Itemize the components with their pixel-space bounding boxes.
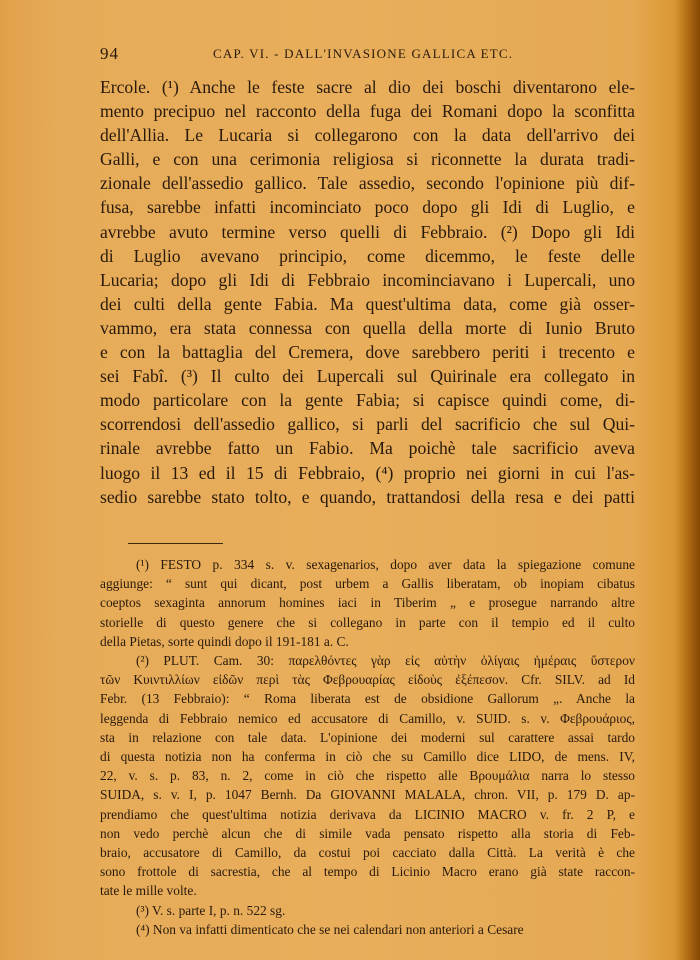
footnote-line: Febr. (13 Febbraio): “ Roma liberata est de obsidione Gallorum „. Anche la (100, 691, 635, 707)
footnote-4 (100, 920, 635, 939)
body-line: e con la battaglia del Cremera, dove sarebbero periti i trecento e (100, 342, 635, 363)
body-line: sei Fabî. (³) Il culto dei Lupercali sul Quirinale era collegato in (100, 366, 635, 387)
footnote-line: braio, accusatore di Camillo, da costui poi cacciato dalla Città. La verità è che (100, 845, 635, 861)
body-line: dei culti della gente Fabia. Ma quest'ultima data, come già osser- (100, 293, 635, 314)
body-line: Lucaria; dopo gli Idi di Febbraio incominciavano i Lupercali, uno (100, 269, 635, 290)
page-edge-shadow (674, 0, 700, 960)
footnote-line: SUIDA, s. v. I, p. 1047 Bernh. Da GIOVANNI MALALA, chron. VII, p. 179 D. ap- (100, 787, 635, 803)
body-line: avrebbe avuto termine verso quelli di Febbraio. (²) Dopo gli Idi (100, 221, 635, 242)
footnote-line: (⁴) Non va infatti dimenticato che se nei calendari non anteriori a Cesare (136, 921, 524, 937)
footnote-line: (¹) FESTO p. 334 s. v. sexagenarios, dopo aver data la spiegazione comune (136, 557, 635, 572)
body-line: mento precipuo nel racconto della fuga dei Romani dopo la sconfitta (100, 101, 635, 122)
footnote-line: leggenda di Febbraio nemico ed accusatore di Camillo, v. SUID. s. v. Φεβρουάριος, (100, 710, 635, 726)
body-line: fusa, sarebbe infatti incominciato poco dopo gli Idi di Luglio, e (100, 197, 635, 218)
footnotes (100, 555, 635, 939)
footnote-line: 22, v. s. p. 83, n. 2, come in ciò che rispetto alle Βρουμάλια narra lo stesso (100, 768, 635, 784)
body-line: scorrendosi dell'assedio gallico, si parli del sacrificio che sul Qui- (100, 414, 635, 435)
footnote-line: tate le mille volte. (100, 883, 197, 899)
running-head: CAP. VI. - DALL'INVASIONE GALLICA ETC. (213, 46, 514, 61)
body-line: luogo il 13 ed il 15 di Febbraio, (⁴) proprio nei giorni in cui l'as- (100, 462, 635, 483)
footnote-line: τῶν Κυιντιλλίων εἰδῶν περὶ τὰς Φεβρουαρίας εἰδοὺς ἐξέπεσον. Cfr. SILV. ad Id (100, 672, 635, 688)
body-line: di Luglio avevano principio, come dicemmo, le feste delle (100, 245, 635, 266)
footnote-line: storielle di questo genere che si collegano in parte con il tempio ed il culto (100, 614, 635, 630)
footnote-line: (²) PLUT. Cam. 30: παρελθόντες γὰρ εἰς αὐτὴν ὀλίγαις ἡμέραις ὕστερον (136, 653, 635, 669)
footnote-line: sono frottole di sacrestia, che al tempo di Licinio Macro erano già state raccon- (100, 864, 635, 880)
footnote-line: sta in relazione con tale data. L'opinione dei moderni sul carattere assai tardo (100, 729, 635, 745)
body-line: rinale avrebbe fatto un Fabio. Ma poichè tale sacrificio aveva (100, 438, 635, 459)
footnote-2 (100, 651, 635, 901)
footnote-line: (³) V. s. parte I, p. n. 522 sg. (136, 902, 286, 918)
body-text (100, 75, 635, 509)
footnote-1 (100, 555, 635, 651)
body-line: dell'Allia. Le Lucaria si collegarono con la data dell'arrivo dei (100, 125, 635, 146)
footnote-line: aggiunge: “ sunt qui dicant, post urbem a Gallis liberatam, ob inopiam cibatus (100, 576, 635, 592)
footnote-line: non vedo perchè alcun che di simile vada pensato rispetto alla storia di Feb- (100, 825, 635, 841)
page-header (100, 44, 635, 64)
page-number: 94 (100, 44, 119, 63)
body-line: zionale dell'assedio gallico. Tale assedio, secondo l'opinione più dif- (100, 173, 635, 194)
body-line: modo particolare con la gente Fabia; si capisce quindi come, di- (100, 390, 635, 411)
footnote-3 (100, 901, 635, 920)
footnote-line: prendiamo che quest'ultima notizia derivava da LICINIO MACRO v. fr. 2 P, e (100, 806, 635, 822)
body-line: sedio sarebbe stato tolto, e quando, trattandosi della resa e dei patti (100, 486, 635, 507)
footnote-separator (128, 543, 223, 544)
footnote-line: coeptos sexaginta annorum homines iaci in Tiberim „ e prosegue narrando altre (100, 595, 635, 611)
body-line: Galli, e con una cerimonia religiosa si riconnette la durata tradi- (100, 149, 635, 170)
body-line: vammo, era stata connessa con quella della morte di Iunio Bruto (100, 317, 635, 338)
body-line: Ercole. (¹) Anche le feste sacre al dio dei boschi diventarono ele- (100, 77, 635, 97)
footnote-line: di questa notizia non ha conferma in ciò che su Camillo dice LIDO, de mens. IV, (100, 749, 635, 765)
footnote-line: della Pietas, sorte quindi dopo il 191-181 a. C. (100, 633, 349, 649)
